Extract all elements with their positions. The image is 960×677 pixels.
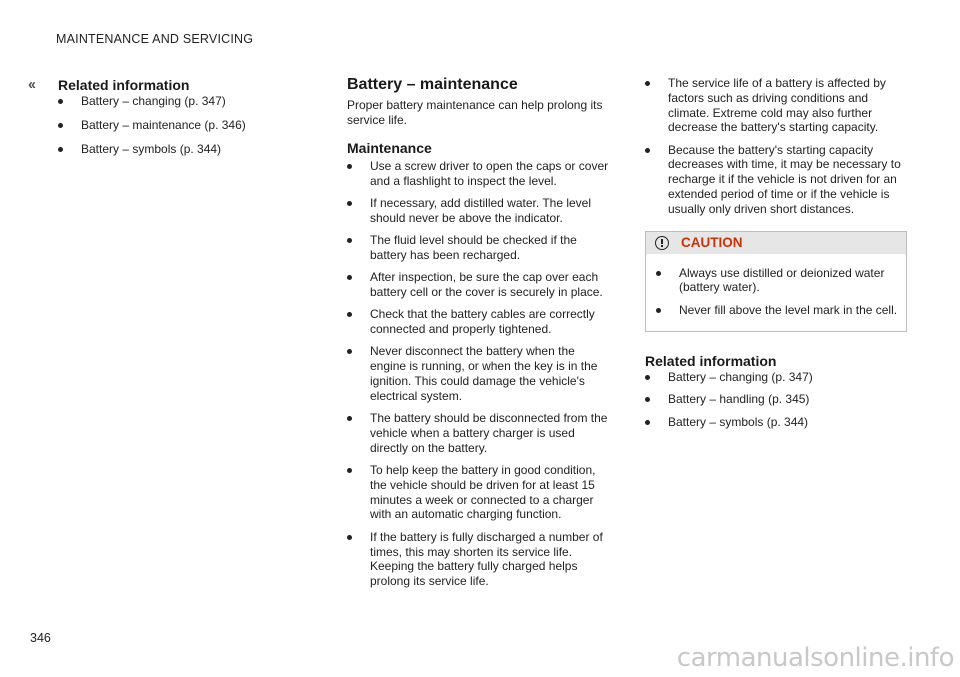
bullet-icon [347,164,352,169]
list-item: To help keep the battery in good condition, the vehicle should be driven for at least 15 minutes a week or connected to a charger with an automatic charging function. [347,463,613,522]
bullet-icon [347,416,352,421]
page-title: Battery – maintenance [347,76,518,93]
maintenance-column [347,76,613,596]
list-item: If the battery is fully discharged a number of times, this may shorten its service life. Keeping the battery fully charged helps prolong its service life. [347,530,613,589]
maintenance-heading: Maintenance [347,140,432,156]
intro-text: Proper battery maintenance can help prolong its service life. [347,98,603,127]
back-navigation-icon[interactable]: ‹‹ [28,76,34,93]
bullet-icon [347,238,352,243]
list-item: Always use distilled or deionized water (battery water). [656,266,898,296]
warning-icon [655,236,669,250]
related-info-heading: Related information [645,353,777,370]
page-header: MAINTENANCE AND SERVICING [56,32,254,46]
list-item: The fluid level should be checked if the battery has been recharged. [347,233,613,263]
related-info-list [645,370,907,429]
bullet-icon [645,375,650,380]
list-item: Because the battery's starting capacity decreases with time, it may be necessary to recharge it if the vehicle is not driven for an extended period of time or if the vehicle is usually only driven short distances. [645,143,907,217]
related-link[interactable]: Battery – changing (p. 347) [645,370,907,385]
related-link[interactable]: Battery – symbols (p. 344) [58,142,278,157]
list-item: Never disconnect the battery when the engine is running, or when the key is in the ignition. This could damage the vehicle's electrical system. [347,344,613,403]
page-number: 346 [30,631,51,645]
related-link[interactable]: Battery – changing (p. 347) [58,94,278,109]
bullet-icon [347,468,352,473]
bullet-icon [347,201,352,206]
bullet-icon [645,148,650,153]
related-info-heading: Related information [58,77,190,93]
bullet-icon [645,397,650,402]
related-link[interactable]: Battery – maintenance (p. 346) [58,118,278,133]
caution-list [656,266,898,318]
maintenance-list [347,159,613,589]
list-item: Check that the battery cables are correctly connected and properly tightened. [347,307,613,337]
list-item: After inspection, be sure the cap over each battery cell or the cover is securely in place. [347,270,613,300]
related-link[interactable]: Battery – symbols (p. 344) [645,415,907,430]
caution-header [646,232,906,254]
caution-label: CAUTION [681,235,743,251]
bullet-icon [347,535,352,540]
related-info-list [58,94,278,156]
list-item: The battery should be disconnected from the vehicle when a battery charger is used directly on the battery. [347,411,613,455]
bullet-icon [58,99,63,104]
bullet-icon [656,308,661,313]
list-item: The service life of a battery is affected by factors such as driving conditions and climate. Extreme cold may also further decrease the battery's starting capacity. [645,76,907,135]
list-item: Use a screw driver to open the caps or cover and a flashlight to inspect the level. [347,159,613,189]
bullet-icon [58,147,63,152]
related-link[interactable]: Battery – handling (p. 345) [645,392,907,407]
continued-list [645,76,907,217]
caution-box [645,231,907,332]
bullet-icon [656,271,661,276]
continued-column [645,76,907,437]
bullet-icon [347,275,352,280]
list-item: If necessary, add distilled water. The level should never be above the indicator. [347,196,613,226]
bullet-icon [347,349,352,354]
related-info-column [58,76,278,165]
bullet-icon [58,123,63,128]
watermark: carmanualsonline.info [676,643,954,673]
list-item: Never fill above the level mark in the cell. [656,303,898,318]
bullet-icon [347,312,352,317]
caution-body [646,254,906,331]
bullet-icon [645,81,650,86]
bullet-icon [645,420,650,425]
